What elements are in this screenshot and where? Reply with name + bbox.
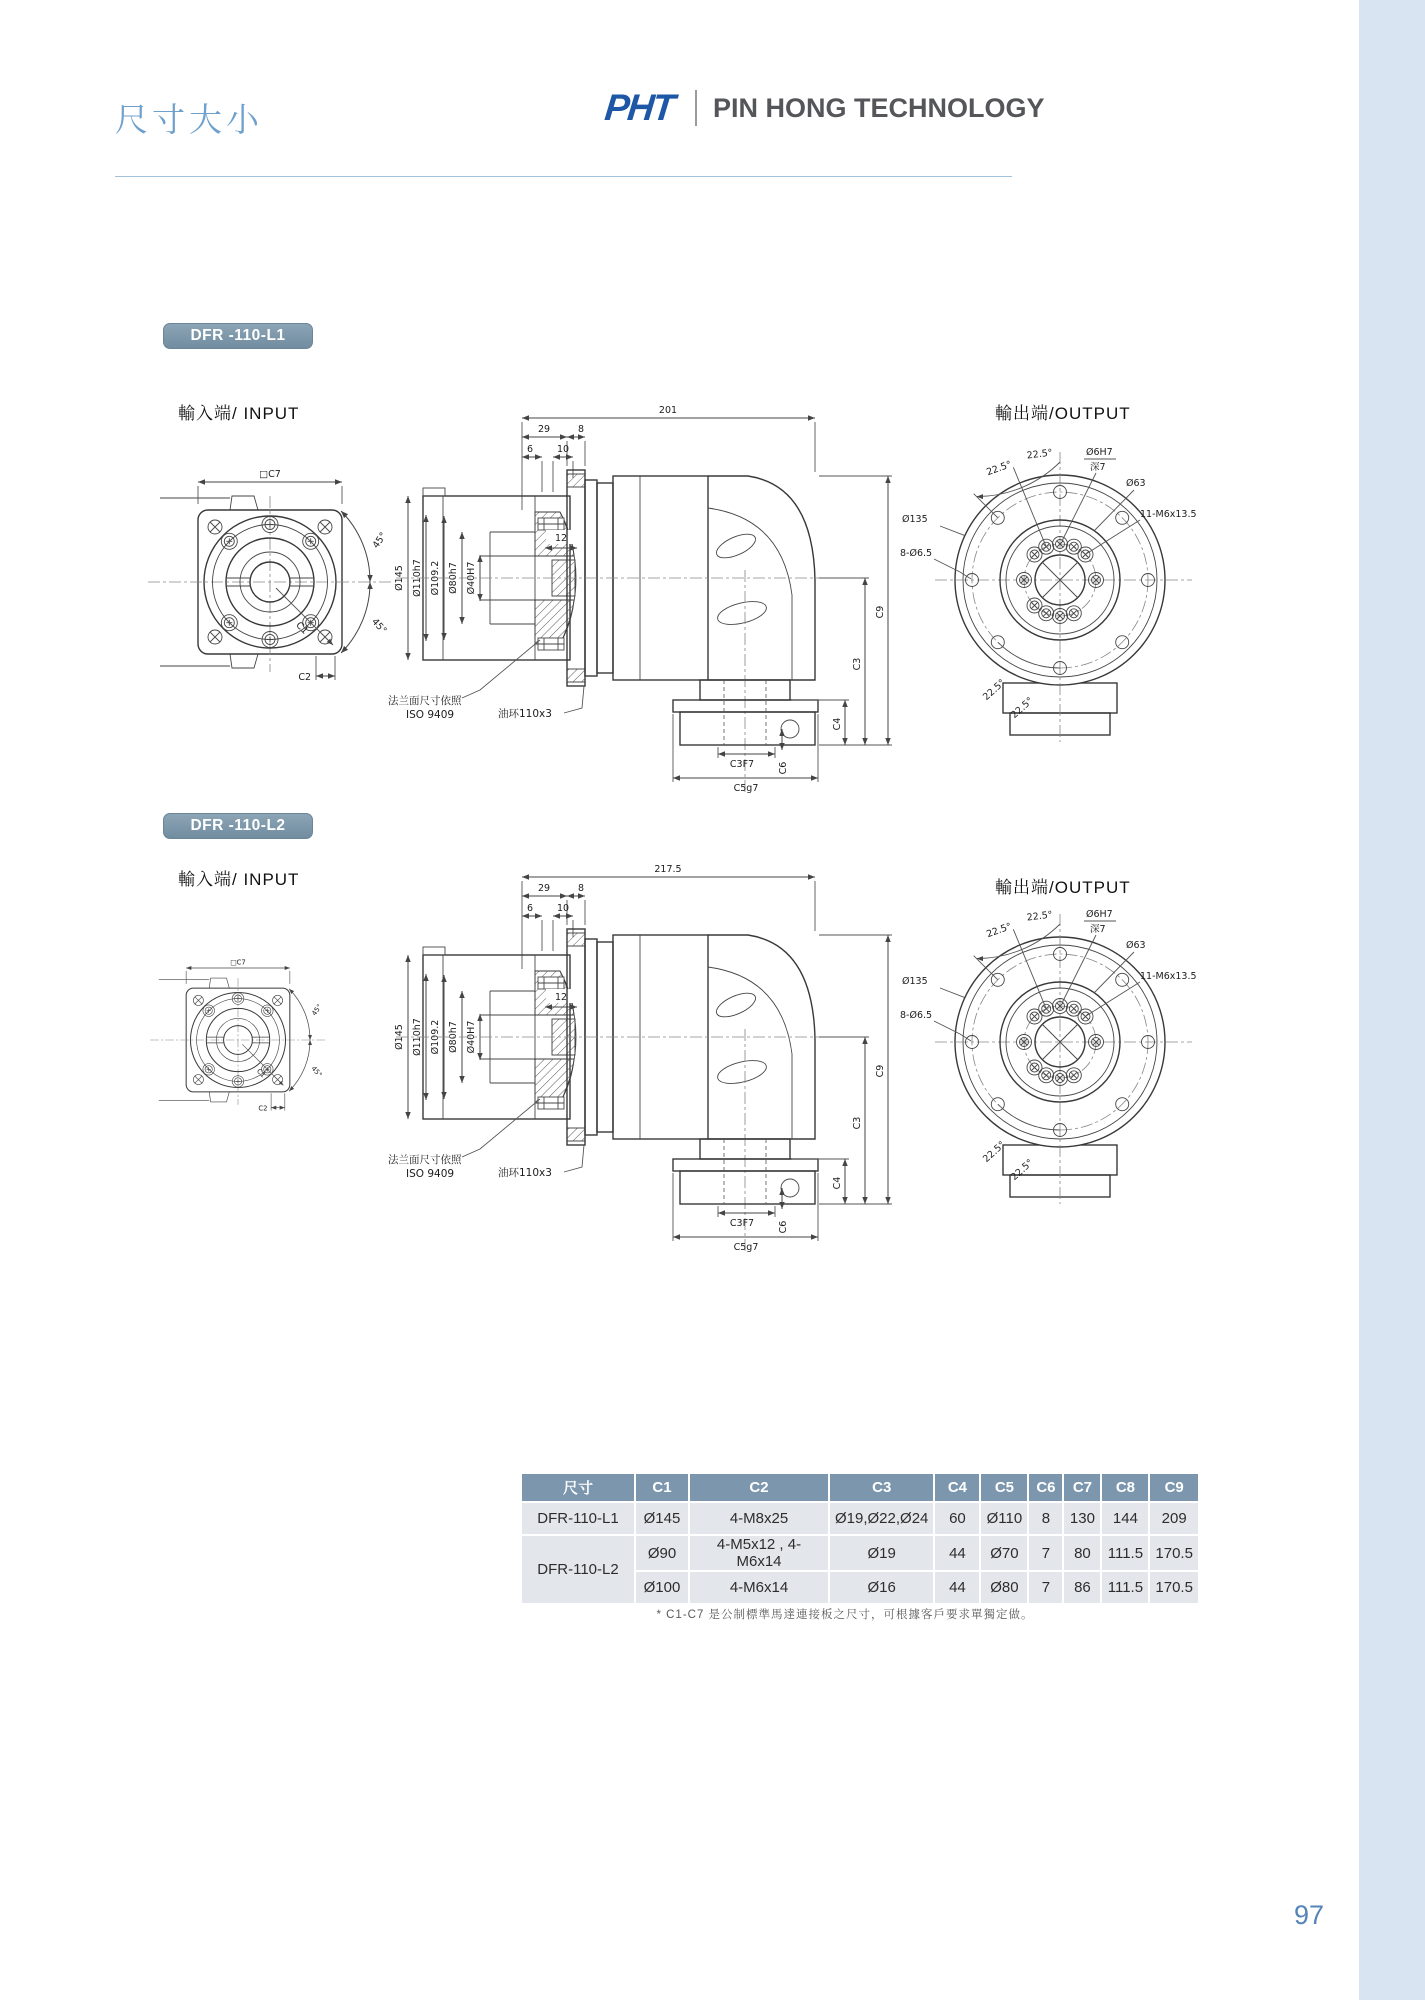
cell-c9: 170.5 bbox=[1150, 1572, 1198, 1603]
dim-29: 29 bbox=[537, 883, 551, 894]
right-dims bbox=[673, 476, 892, 794]
motor-adapter-plate bbox=[423, 947, 577, 1119]
cell-c1: Ø90 bbox=[636, 1536, 688, 1570]
dim-c9: C9 bbox=[875, 1064, 886, 1078]
dim-dia109: Ø109.2 bbox=[430, 1019, 441, 1055]
dim-c7: □C7 bbox=[230, 958, 246, 967]
cell-c6: 7 bbox=[1029, 1536, 1062, 1570]
dim-c2: C2 bbox=[258, 1104, 268, 1113]
output-end-drawing bbox=[900, 902, 1210, 1222]
cell-model: DFR-110-L1 bbox=[522, 1503, 634, 1534]
dim-dia145: Ø145 bbox=[394, 565, 405, 591]
output-end-label: 輸出端/OUTPUT bbox=[995, 404, 1131, 423]
dim-8-dia6-5: 8-Ø6.5 bbox=[900, 548, 933, 559]
flange-note-line2: ISO 9409 bbox=[406, 1168, 455, 1180]
dim-12: 12 bbox=[554, 533, 568, 544]
dimension-table bbox=[520, 1472, 1200, 1605]
cell-c2: 4-M8x25 bbox=[690, 1503, 828, 1534]
input-end-drawing bbox=[137, 938, 353, 1147]
dim-11-m6: 11-M6x13.5 bbox=[1140, 971, 1197, 982]
top-dims bbox=[522, 405, 815, 510]
right-accent-strip bbox=[1359, 0, 1425, 2000]
dim-10: 10 bbox=[556, 903, 570, 914]
output-end-drawing bbox=[900, 440, 1210, 760]
dim-dia109: Ø109.2 bbox=[430, 560, 441, 596]
dim-dia40h7: Ø40H7 bbox=[466, 1020, 477, 1054]
cell-model: DFR-110-L2 bbox=[522, 1536, 634, 1603]
output-shaft-stack bbox=[673, 680, 818, 745]
table-row bbox=[522, 1536, 1198, 1570]
cell-c3: Ø16 bbox=[830, 1572, 933, 1603]
notes bbox=[388, 640, 584, 721]
dim-29: 29 bbox=[537, 424, 551, 435]
cell-c5: Ø80 bbox=[981, 1572, 1027, 1603]
dim-10: 10 bbox=[556, 444, 570, 455]
dim-c3: C3 bbox=[852, 1116, 863, 1130]
output-shaft-stack bbox=[673, 1139, 818, 1204]
motor-adapter-plate bbox=[423, 488, 577, 660]
dim-8: 8 bbox=[578, 883, 585, 894]
flange-note-line2: ISO 9409 bbox=[406, 709, 455, 721]
dim-c2: C2 bbox=[298, 672, 311, 683]
cell-c1: Ø100 bbox=[636, 1572, 688, 1603]
dim-22-5-d: 22.5° bbox=[1009, 1157, 1036, 1183]
dim-c3f7: C3F7 bbox=[729, 1218, 755, 1229]
dim-6: 6 bbox=[526, 903, 534, 914]
dim-c6: C6 bbox=[778, 1220, 789, 1234]
dim-c5g7: C5g7 bbox=[733, 1242, 759, 1253]
col-c8: C8 bbox=[1102, 1474, 1148, 1501]
dim-45-upper: 45° bbox=[370, 530, 390, 551]
cell-c6: 7 bbox=[1029, 1572, 1062, 1603]
company-name: PIN HONG TECHNOLOGY bbox=[713, 92, 1045, 123]
dim-22-5-b: 22.5° bbox=[1026, 909, 1054, 924]
table-header-row bbox=[522, 1474, 1198, 1501]
cell-c1: Ø145 bbox=[636, 1503, 688, 1534]
col-c5: C5 bbox=[981, 1474, 1027, 1501]
table-footnote: * C1-C7 是公制標準馬達連接板之尺寸，可根據客戶要求單獨定做。 bbox=[656, 1609, 1034, 1621]
cell-c4: 44 bbox=[935, 1536, 979, 1570]
dim-6: 6 bbox=[526, 444, 534, 455]
cell-c9: 170.5 bbox=[1150, 1536, 1198, 1570]
cell-c5: Ø70 bbox=[981, 1536, 1027, 1570]
dim-dia80h7: Ø80h7 bbox=[448, 1021, 459, 1053]
dim-45-lower: 45° bbox=[369, 616, 389, 637]
top-dims bbox=[522, 864, 815, 969]
cell-c7: 86 bbox=[1064, 1572, 1100, 1603]
dim-c4: C4 bbox=[832, 1176, 843, 1190]
model-badge: DFR -110-L1 bbox=[163, 323, 313, 349]
dim-dia135: Ø135 bbox=[902, 514, 928, 525]
col-c3: C3 bbox=[830, 1474, 933, 1501]
dim-12: 12 bbox=[554, 992, 568, 1003]
dim-8-dia6-5: 8-Ø6.5 bbox=[900, 1010, 933, 1021]
dim-c7: □C7 bbox=[259, 469, 281, 480]
side-section-drawing bbox=[330, 390, 950, 800]
dim-c3f7: C3F7 bbox=[729, 759, 755, 770]
dim-c1: C1 bbox=[293, 619, 311, 637]
table-row bbox=[522, 1503, 1198, 1534]
cell-c8: 111.5 bbox=[1102, 1572, 1148, 1603]
cell-c3: Ø19 bbox=[830, 1536, 933, 1570]
dim-c4: C4 bbox=[832, 717, 843, 731]
dim-c5g7: C5g7 bbox=[733, 783, 759, 794]
input-end-label: 輸入端/ INPUT bbox=[178, 404, 300, 423]
dim-c9: C9 bbox=[875, 605, 886, 619]
page-number: 97 bbox=[1294, 1900, 1325, 1930]
col-c4: C4 bbox=[935, 1474, 979, 1501]
dim-22-5-a: 22.5° bbox=[985, 459, 1014, 479]
col-c2: C2 bbox=[690, 1474, 828, 1501]
dim-dia110h7: Ø110h7 bbox=[412, 559, 423, 597]
dim-dia80h7: Ø80h7 bbox=[448, 562, 459, 594]
dim-dia6h7: Ø6H7 bbox=[1086, 909, 1113, 920]
col-c7: C7 bbox=[1064, 1474, 1100, 1501]
dim-dia63: Ø63 bbox=[1126, 478, 1146, 489]
cell-c2: 4-M5x12 , 4-M6x14 bbox=[690, 1536, 828, 1570]
dim-dia63: Ø63 bbox=[1126, 940, 1146, 951]
side-section-drawing bbox=[330, 849, 950, 1259]
cell-c6: 8 bbox=[1029, 1503, 1062, 1534]
brand-divider bbox=[695, 90, 697, 126]
dim-45-lower: 45° bbox=[309, 1064, 324, 1079]
dim-45-upper: 45° bbox=[310, 1002, 324, 1018]
dim-dia40h7: Ø40H7 bbox=[466, 561, 477, 595]
dim-dia110h7: Ø110h7 bbox=[412, 1018, 423, 1056]
dim-overall-length: 217.5 bbox=[654, 864, 682, 875]
oil-ring-note: 油环110x3 bbox=[498, 1167, 552, 1179]
dim-11-m6: 11-M6x13.5 bbox=[1140, 509, 1197, 520]
flange-note-line1: 法兰面尺寸依照 bbox=[388, 1154, 462, 1166]
cell-c2: 4-M6x14 bbox=[690, 1572, 828, 1603]
cell-c5: Ø110 bbox=[981, 1503, 1027, 1534]
dim-c6: C6 bbox=[778, 761, 789, 775]
col-c6: C6 bbox=[1029, 1474, 1062, 1501]
model-section bbox=[0, 813, 1360, 1313]
dim-22-5-d: 22.5° bbox=[1009, 695, 1036, 721]
model-section bbox=[0, 323, 1360, 823]
col-c1: C1 bbox=[636, 1474, 688, 1501]
dim-22-5-c: 22.5° bbox=[981, 1139, 1008, 1165]
dim-22-5-a: 22.5° bbox=[985, 921, 1014, 941]
dim-depth7: 深7 bbox=[1090, 924, 1106, 935]
cell-c9: 209 bbox=[1150, 1503, 1198, 1534]
brand-block bbox=[602, 86, 1045, 130]
dim-depth7: 深7 bbox=[1090, 462, 1106, 473]
dim-22-5-c: 22.5° bbox=[981, 677, 1008, 703]
flange-note-line1: 法兰面尺寸依照 bbox=[388, 695, 462, 707]
dim-8: 8 bbox=[578, 424, 585, 435]
dim-c1: C1 bbox=[254, 1067, 268, 1080]
header-rule bbox=[115, 176, 1012, 177]
cell-c7: 130 bbox=[1064, 1503, 1100, 1534]
cell-c7: 80 bbox=[1064, 1536, 1100, 1570]
dim-c3: C3 bbox=[852, 657, 863, 671]
dim-dia6h7: Ø6H7 bbox=[1086, 447, 1113, 458]
right-dims bbox=[673, 935, 892, 1253]
notes bbox=[388, 1099, 584, 1180]
dim-dia145: Ø145 bbox=[394, 1024, 405, 1050]
output-end-label: 輸出端/OUTPUT bbox=[995, 878, 1131, 897]
cell-c4: 60 bbox=[935, 1503, 979, 1534]
oil-ring-note: 油环110x3 bbox=[498, 708, 552, 720]
cell-c3: Ø19,Ø22,Ø24 bbox=[830, 1503, 933, 1534]
dim-overall-length: 201 bbox=[658, 405, 678, 416]
col-size: 尺寸 bbox=[522, 1474, 634, 1501]
dim-22-5-b: 22.5° bbox=[1026, 447, 1054, 462]
cell-c8: 111.5 bbox=[1102, 1536, 1148, 1570]
col-c9: C9 bbox=[1150, 1474, 1198, 1501]
input-end-label: 輸入端/ INPUT bbox=[178, 870, 300, 889]
pht-logo: PHT bbox=[602, 87, 676, 128]
cell-c8: 144 bbox=[1102, 1503, 1148, 1534]
dim-dia135: Ø135 bbox=[902, 976, 928, 987]
cell-c4: 44 bbox=[935, 1572, 979, 1603]
model-badge: DFR -110-L2 bbox=[163, 813, 313, 839]
page-title: 尺寸大小 bbox=[115, 101, 263, 138]
